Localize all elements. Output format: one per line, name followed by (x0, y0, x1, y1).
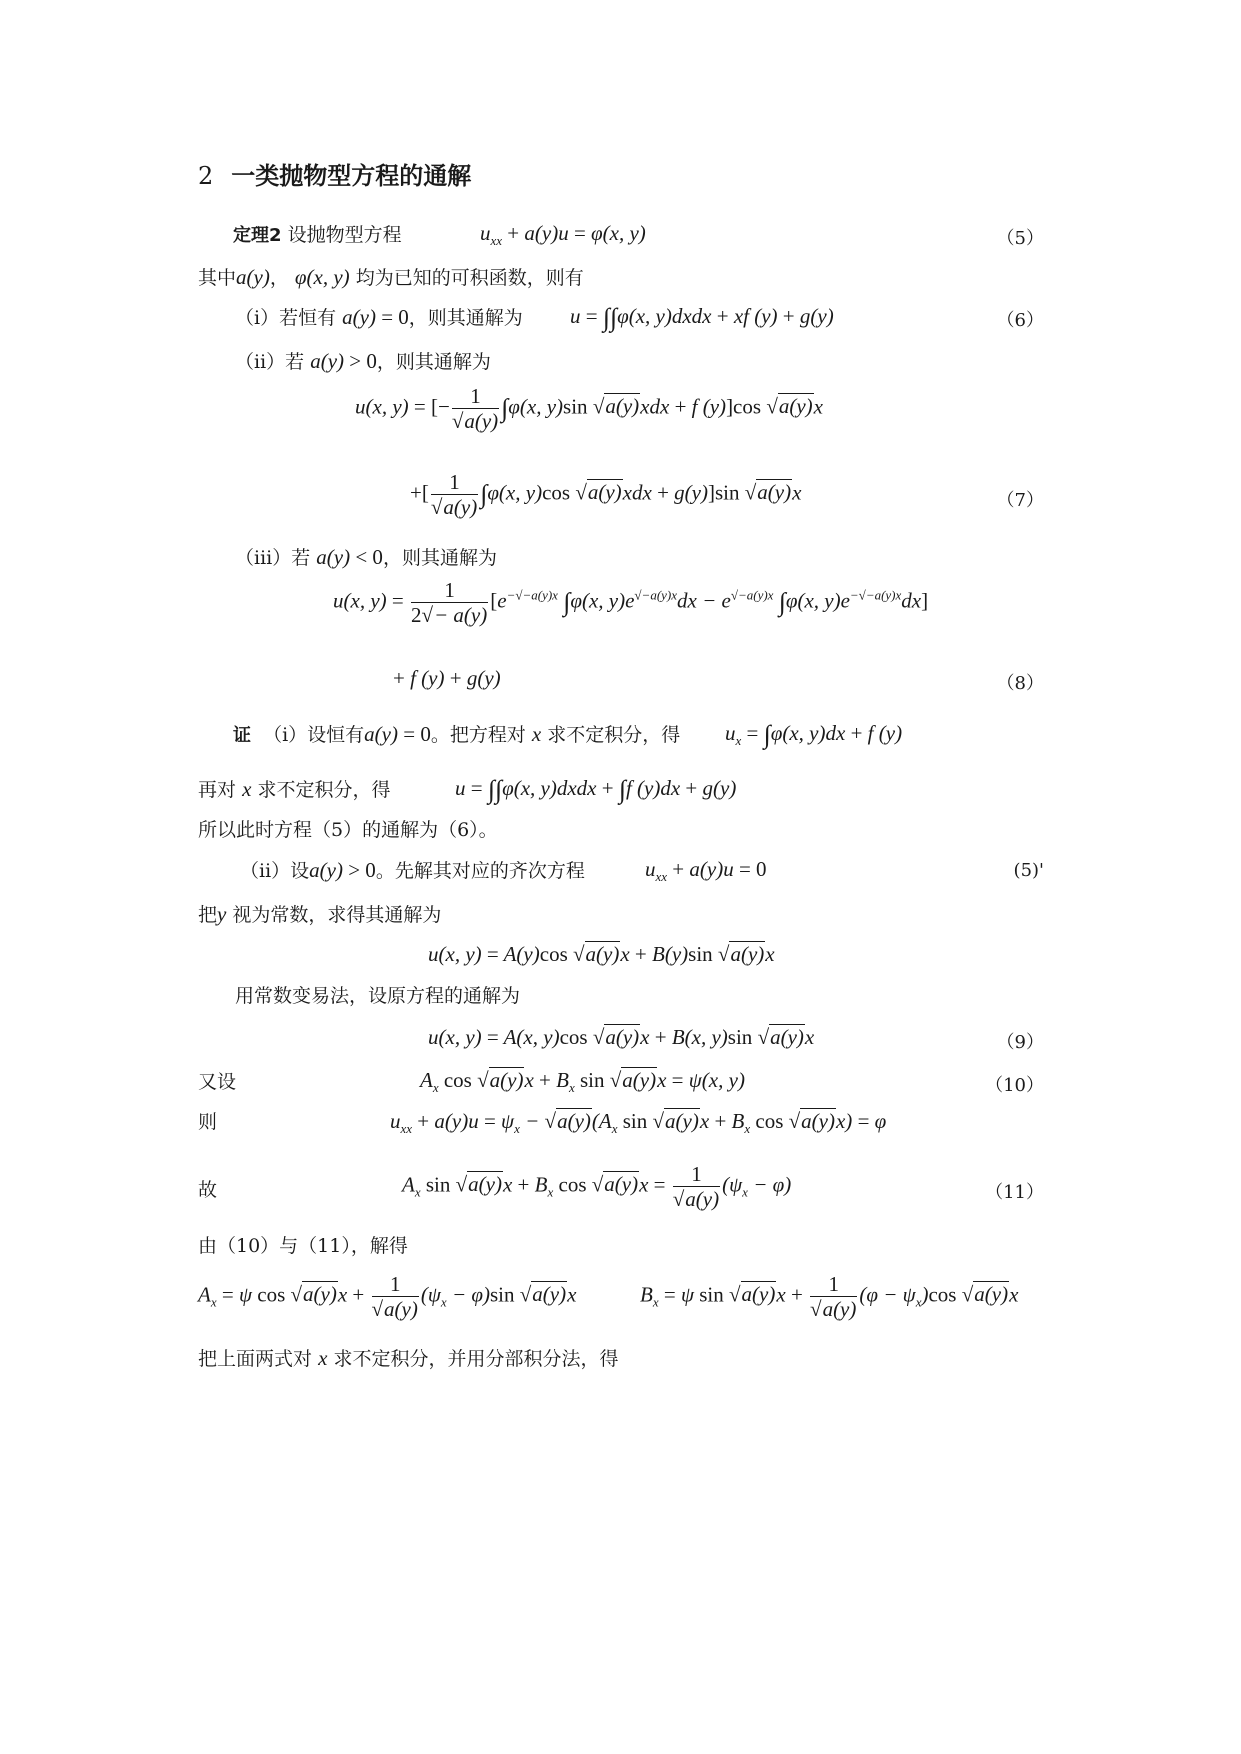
equation-10: $A_x$ $\cos √a(y)x + B_x$ sin √a(y)x = ψ(x, y) (420, 1068, 745, 1096)
proof-label: 证 (233, 725, 251, 746)
proof-line-8: 则 (198, 1111, 218, 1133)
equation-11-number: （11） (985, 1182, 1044, 1203)
case-2-rest: ，则其通解为 (376, 351, 491, 373)
equation-9-number: （9） (996, 1032, 1044, 1053)
case-1-line: （ⅰ）若恒有 a(y) = 0，则其通解为 (235, 305, 523, 329)
equation-substitution: $u_{xx} + a(y)u = \psi_x - √a(y)(A_x$ $\sin √a(y)x + B_x$ cos √a(y)x) = φ (390, 1109, 887, 1137)
case-1-label: （ⅰ）若恒有 (235, 307, 337, 329)
var-x: x (242, 777, 252, 801)
equation-7-line-2: +[ $\frac{1}{√a(y)}$ ∫φ(x, y)cos √a(y)xdx + g(y)]sin √a(y)x (410, 470, 802, 519)
case-2-label: （ⅱ）若 (235, 351, 305, 373)
where-text: 其中 (198, 267, 237, 289)
proof-line-6: 用常数变易法，设原方程的通解为 (235, 985, 521, 1007)
equation-8-line-2: + f (y) + g(y) (393, 666, 501, 690)
equation-5: $u_{xx} + a(y)u = \varphi(x$, y) (480, 221, 646, 249)
proof-line-10: 由（10）与（11），解得 (198, 1235, 408, 1257)
proof-text-1a: （ⅰ）设恒有 (263, 724, 365, 746)
section-number: 2 (198, 162, 214, 190)
proof-line-3: 所以此时方程（5）的通解为（6）。 (198, 819, 498, 841)
proof-line-9: 故 (198, 1179, 218, 1201)
equation-7-number: （7） (996, 490, 1044, 511)
var-x: x (531, 722, 542, 746)
proof-line-1: 证 （ⅰ）设恒有a(y) = 0。把方程对 x 求不定积分，得 (233, 722, 681, 746)
equation-7-line-1: u(x, y) = [− $\frac{1}{√a(y)}$ ∫φ(x, y)sin √a(y)xdx + f (y)]cos √a(y)x (355, 384, 823, 433)
proof-line-2 (198, 777, 390, 802)
equation-5prime-number: (5)' (1013, 860, 1044, 881)
theorem-intro: 设抛物型方程 (287, 224, 402, 246)
proof-text-11a: 把上面两式对 (198, 1348, 313, 1370)
proof-text-11b: 求不定积分，并用分部积分法，得 (333, 1348, 619, 1370)
proof-line-4: （ⅱ）设a(y) > 0。先解其对应的齐次方程 (240, 858, 585, 882)
equation-ax: $A_x = \psi$ cos √a(y)x + $\frac{1}{√a(y)}$ $(\psi_x - \varphi)\sin$ √a(y)x (198, 1272, 577, 1321)
equation-ux: $u_x = \int\varphi(x$, y)dx + f (y) (725, 720, 903, 749)
proof-text-2b: 求不定积分，得 (257, 779, 391, 801)
where-line: 其中a(y)， φ(x, y) 均为已知的可积函数，则有 (198, 265, 584, 289)
equation-5-number: （5） (996, 228, 1044, 249)
section-title: 一类抛物型方程的通解 (231, 162, 472, 190)
equation-8-number: （8） (996, 673, 1044, 694)
proof-line-11 (198, 1346, 618, 1371)
equation-6: u = ∫∫φ(x, y)dxdx + xf (y) + g(y) (570, 303, 834, 332)
case-3-label: （ⅲ）若 (235, 547, 311, 569)
equation-u-double-integral: u = ∫∫φ(x, y)dxdx + ∫f (y)dx + g(y) (455, 775, 737, 804)
proof-text-1b: 。把方程对 (430, 724, 526, 746)
equation-homogeneous: $u_{xx} + a(y)u = 0$ (645, 857, 767, 885)
proof-text-5a: 把 (198, 904, 218, 926)
section-heading (198, 164, 471, 188)
equation-homogeneous-solution: u(x, y) = A(y)cos √a(y)x + B(y)sin √a(y)x (428, 942, 775, 966)
theorem-label: 定理2 (233, 225, 282, 246)
equation-6-number: （6） (996, 310, 1044, 331)
case-2-line: （ⅱ）若 a(y) > 0，则其通解为 (235, 349, 491, 373)
equation-8-line-1: u(x, y) = $\frac{1}{2√- a(y)}$ [$e^{-√-a(y)x}$ ∫φ(x, $y)e^{√-a(y)x}dx - e^{√-a(y)x}$ ∫φ(x, $y)e^{-√-a(y)x}dx$] (333, 578, 929, 627)
equation-11: $A_x$ $\sin √a(y)x + B_x$ cos √a(y)x = $\frac{1}{√a(y)}$ $(\psi_x - \varphi)$ (402, 1162, 792, 1211)
proof-text-4b: 。先解其对应的齐次方程 (375, 860, 585, 882)
proof-text-1c: 求不定积分，得 (547, 724, 681, 746)
var-x: x (318, 1346, 328, 1370)
proof-line-7: 又设 (198, 1071, 237, 1093)
proof-text-2a: 再对 (198, 779, 237, 801)
case-1-rest: ，则其通解为 (408, 307, 523, 329)
var-y: y (217, 902, 227, 926)
theorem-line (233, 223, 402, 248)
proof-line-5 (198, 902, 441, 927)
equation-10-number: （10） (985, 1075, 1044, 1096)
proof-text-4a: （ⅱ）设 (240, 860, 310, 882)
case-3-line: （ⅲ）若 a(y) < 0，则其通解为 (235, 545, 497, 569)
where-sep: ， (269, 267, 289, 289)
where-rest: 均为已知的可积函数，则有 (355, 267, 584, 289)
proof-text-5b: 视为常数，求得其通解为 (232, 904, 442, 926)
case-3-rest: ，则其通解为 (382, 547, 497, 569)
equation-9: u(x, y) = A(x, y)cos √a(y)x + B(x, y)sin √a(y)x (428, 1025, 815, 1049)
equation-bx: $B_x = \psi$ sin √a(y)x + $\frac{1}{√a(y)}$ $(\varphi - \psi_x)\cos$ √a(y)x (640, 1272, 1019, 1321)
